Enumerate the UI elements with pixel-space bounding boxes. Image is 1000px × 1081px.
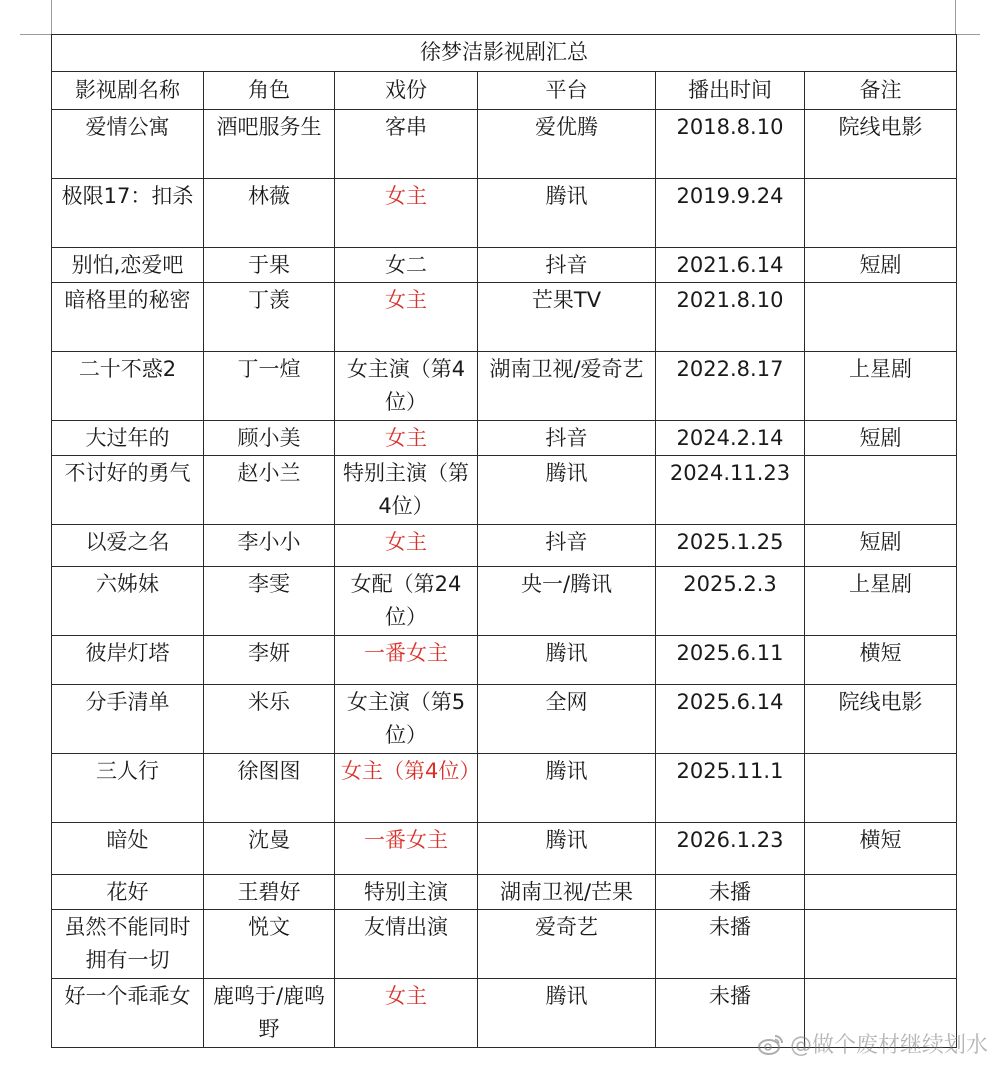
cell-part: 客串 [335,110,478,179]
cell-note [805,283,957,352]
cell-part: 女主 [335,283,478,352]
cell-role: 米乐 [204,685,335,754]
watermark [758,1028,988,1059]
table-row [52,421,957,456]
cell-note [805,456,957,525]
cell-note: 短剧 [805,525,957,567]
cell-date: 2024.2.14 [656,421,805,456]
cell-role: 李小小 [204,525,335,567]
table-row [52,179,957,248]
cell-platform: 湖南卫视/爱奇艺 [478,352,656,421]
weibo-icon [758,1033,784,1055]
cell-date: 2026.1.23 [656,823,805,875]
cell-platform: 腾讯 [478,636,656,685]
cell-role: 酒吧服务生 [204,110,335,179]
cell-date: 2025.6.11 [656,636,805,685]
cell-part: 友情出演 [335,910,478,979]
cell-name: 虽然不能同时拥有一切 [52,910,204,979]
cell-name: 暗处 [52,823,204,875]
page-left-rule [51,0,52,34]
column-header-platform: 平台 [478,72,656,110]
cell-platform: 抖音 [478,248,656,283]
column-header-part: 戏份 [335,72,478,110]
column-header-role: 角色 [204,72,335,110]
table-row [52,754,957,823]
cell-role: 林薇 [204,179,335,248]
cell-name: 彼岸灯塔 [52,636,204,685]
cell-platform: 芒果TV [478,283,656,352]
filmography-table [51,34,957,1048]
column-header-name: 影视剧名称 [52,72,204,110]
cell-role: 赵小兰 [204,456,335,525]
cell-date: 未播 [656,979,805,1048]
cell-platform: 腾讯 [478,456,656,525]
cell-role: 悦文 [204,910,335,979]
cell-name: 暗格里的秘密 [52,283,204,352]
cell-part: 一番女主 [335,823,478,875]
cell-name: 花好 [52,875,204,910]
table-row [52,110,957,179]
cell-name: 好一个乖乖女 [52,979,204,1048]
cell-platform: 全网 [478,685,656,754]
table-row [52,567,957,636]
cell-date: 2021.6.14 [656,248,805,283]
table-row [52,823,957,875]
cell-role: 沈曼 [204,823,335,875]
table-title: 徐梦洁影视剧汇总 [52,35,957,72]
cell-name: 三人行 [52,754,204,823]
cell-role: 王碧好 [204,875,335,910]
cell-date: 2025.2.3 [656,567,805,636]
table-row [52,456,957,525]
cell-part: 女主 [335,421,478,456]
cell-name: 以爱之名 [52,525,204,567]
table-row [52,248,957,283]
cell-role: 徐图图 [204,754,335,823]
table-row [52,636,957,685]
cell-part: 女主（第4位） [335,754,478,823]
cell-name: 六姊妹 [52,567,204,636]
cell-note: 院线电影 [805,110,957,179]
cell-date: 2019.9.24 [656,179,805,248]
cell-name: 分手清单 [52,685,204,754]
cell-date: 2022.8.17 [656,352,805,421]
cell-part: 一番女主 [335,636,478,685]
cell-note: 院线电影 [805,685,957,754]
table-row [52,352,957,421]
cell-name: 爱情公寓 [52,110,204,179]
cell-date: 2025.11.1 [656,754,805,823]
cell-platform: 腾讯 [478,823,656,875]
cell-date: 2021.8.10 [656,283,805,352]
cell-role: 丁羡 [204,283,335,352]
cell-platform: 抖音 [478,421,656,456]
cell-part: 特别主演 [335,875,478,910]
table-row [52,910,957,979]
table-title-row [52,35,957,72]
table-row [52,525,957,567]
cell-role: 李妍 [204,636,335,685]
cell-role: 李雯 [204,567,335,636]
cell-date: 未播 [656,875,805,910]
cell-note [805,910,957,979]
cell-note [805,875,957,910]
cell-note: 横短 [805,636,957,685]
cell-role: 丁一煊 [204,352,335,421]
cell-platform: 腾讯 [478,979,656,1048]
cell-note: 上星剧 [805,567,957,636]
cell-role: 顾小美 [204,421,335,456]
cell-note: 上星剧 [805,352,957,421]
cell-platform: 爱奇艺 [478,910,656,979]
cell-platform: 腾讯 [478,179,656,248]
cell-part: 特别主演（第4位） [335,456,478,525]
cell-name: 极限17：扣杀 [52,179,204,248]
cell-part: 女主演（第4位） [335,352,478,421]
cell-platform: 腾讯 [478,754,656,823]
cell-name: 不讨好的勇气 [52,456,204,525]
cell-note: 横短 [805,823,957,875]
page-right-rule [955,0,956,34]
watermark-text: @做个废材继续划水 [789,1033,988,1058]
cell-part: 女主 [335,525,478,567]
cell-platform: 湖南卫视/芒果 [478,875,656,910]
cell-note [805,179,957,248]
cell-note: 短剧 [805,421,957,456]
column-header-note: 备注 [805,72,957,110]
cell-date: 2024.11.23 [656,456,805,525]
cell-date: 2025.1.25 [656,525,805,567]
column-header-date: 播出时间 [656,72,805,110]
cell-note [805,754,957,823]
cell-note: 短剧 [805,248,957,283]
cell-role: 于果 [204,248,335,283]
cell-part: 女主 [335,179,478,248]
cell-platform: 央一/腾讯 [478,567,656,636]
table-row [52,875,957,910]
cell-platform: 抖音 [478,525,656,567]
table-header-row [52,72,957,110]
cell-part: 女二 [335,248,478,283]
cell-date: 2018.8.10 [656,110,805,179]
cell-date: 未播 [656,910,805,979]
cell-part: 女主演（第5位） [335,685,478,754]
table-body [52,110,957,1048]
cell-role: 鹿鸣于/鹿鸣野 [204,979,335,1048]
table-row [52,685,957,754]
cell-name: 大过年的 [52,421,204,456]
cell-date: 2025.6.14 [656,685,805,754]
cell-platform: 爱优腾 [478,110,656,179]
cell-name: 二十不惑2 [52,352,204,421]
cell-name: 别怕,恋爱吧 [52,248,204,283]
cell-part: 女主 [335,979,478,1048]
cell-part: 女配（第24位） [335,567,478,636]
table-row [52,283,957,352]
